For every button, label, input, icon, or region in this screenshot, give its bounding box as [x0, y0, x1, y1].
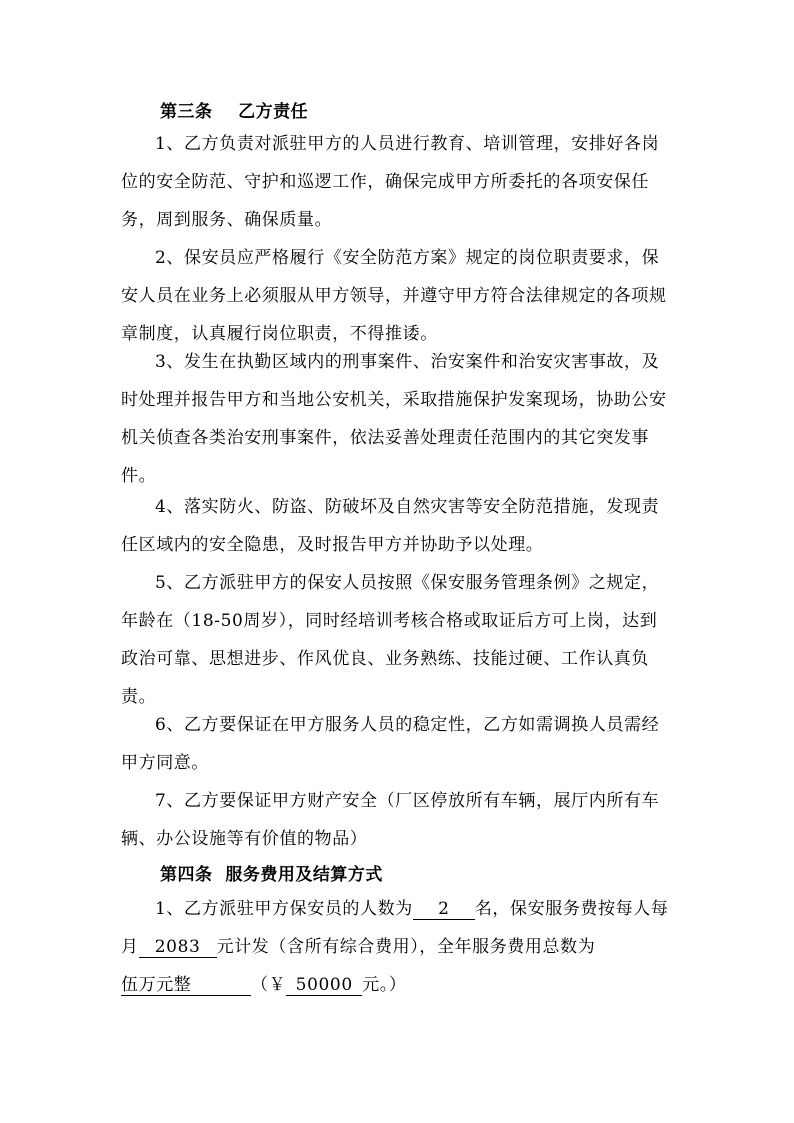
paragraph-text: 3、发生在执勤区域内的刑事案件、治安案件和治安灾害事故，及时处理并报告甲方和当地公安机关，采取措施保护发案现场，协助公安机关侦查各类治安刑事案件，依法妥善处理责任范围内的其它突发事件。: [121, 352, 667, 486]
article-3-item-4: [121, 488, 673, 564]
annual-total-amount-field: 50000: [286, 975, 362, 996]
article-3-item-2: [121, 239, 673, 353]
paragraph-text: 7、乙方要保证甲方财产安全（厂区停放所有车辆，展厅内所有车辆、办公设施等有价值的物品）: [121, 791, 660, 849]
article-3-item-6: [121, 706, 673, 782]
annual-total-words-field: 伍万元整: [121, 975, 251, 996]
article-3-item-1: [121, 125, 673, 239]
article-3-heading: 第三条 乙方责任: [160, 102, 309, 122]
text-segment: （￥: [251, 975, 287, 995]
text-segment: 元计发（含所有综合费用），全年服务费用总数为: [216, 937, 596, 957]
paragraph-text: 5、乙方派驻甲方的保安人员按照《保安服务管理条例》之规定，年龄在（18-50周岁），同时经培训考核合格或取证后方可上岗，达到政治可靠、思想进步、作风优良、业务熟练、技能过硬、工作认真负责。: [121, 573, 660, 707]
article-3-item-5: [121, 564, 673, 716]
article-4-heading: 第四条 服务费用及结算方式: [160, 865, 383, 885]
paragraph-text: 6、乙方要保证在甲方服务人员的稳定性，乙方如需调换人员需经甲方同意。: [121, 715, 660, 773]
paragraph-text: 2、保安员应严格履行《安全防范方案》规定的岗位职责要求，保安人员在业务上必须服从甲方领导，并遵守甲方符合法律规定的各项规章制度，认真履行岗位职责，不得推诿。: [121, 248, 667, 344]
text-segment: 元。）: [362, 975, 407, 995]
monthly-fee-field: 2083: [139, 937, 217, 958]
paragraph-text: 1、乙方负责对派驻甲方的人员进行教育、培训管理，安排好各岗位的安全防范、守护和巡逻工作，确保完成甲方所委托的各项安保任务，周到服务、确保质量。: [121, 134, 660, 230]
text-segment: 1、乙方派驻甲方保安员的人数为: [155, 899, 413, 919]
article-4-item-1: [121, 890, 673, 1004]
article-3-item-3: [121, 343, 673, 495]
paragraph-text: 4、落实防火、防盗、防破坏及自然灾害等安全防范措施，发现责任区域内的安全隐患，及时报告甲方并协助予以处理。: [121, 497, 660, 555]
text-segment: 名，保安服务费按每人每月: [121, 899, 669, 957]
article-3-item-7: [121, 782, 673, 858]
guard-count-field: 2: [413, 899, 475, 920]
paragraph-text: [121, 890, 673, 1004]
